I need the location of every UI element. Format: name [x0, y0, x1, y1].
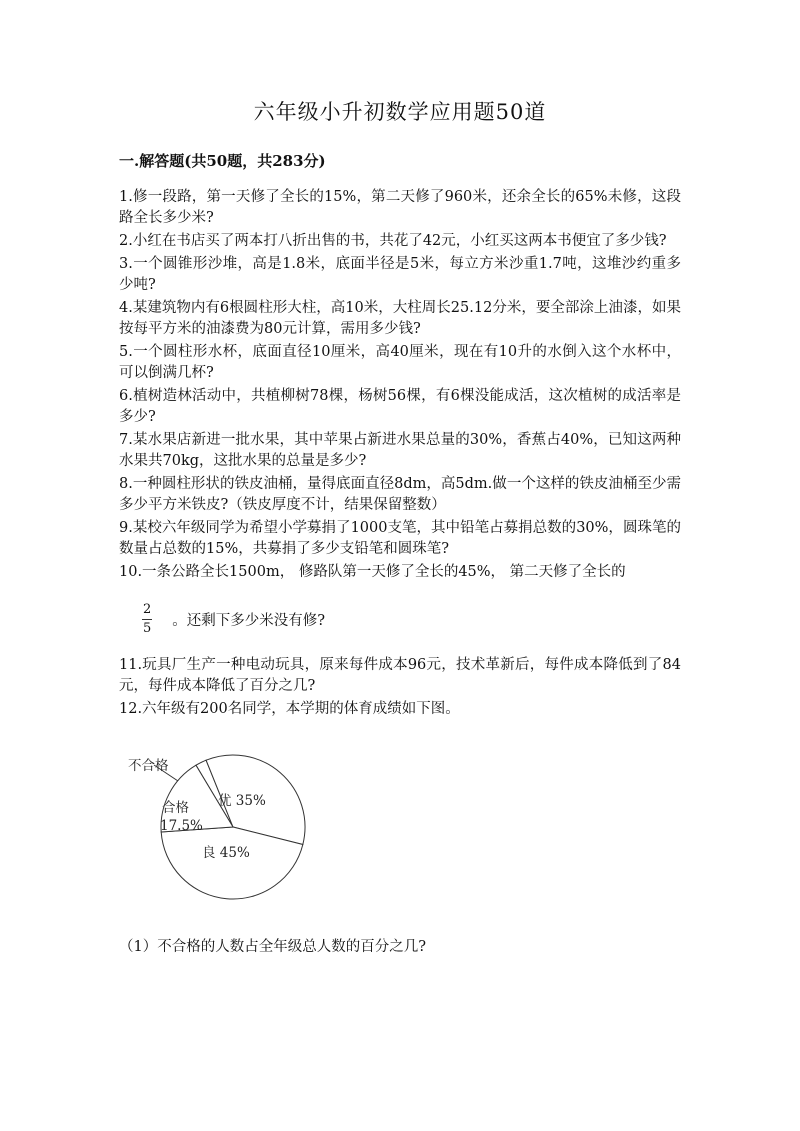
pie-chart	[128, 752, 308, 906]
fraction-bar	[142, 619, 152, 620]
question-1: 1.修一段路，第一天修了全长的15%，第二天修了960米，还余全长的65%未修，这段路全长多少米?	[119, 189, 681, 226]
question-5: 5.一个圆柱形水杯，底面直径10厘米，高40厘米，现在有10升的水倒入这个水杯中，可以倒满几杯?	[119, 344, 681, 381]
question-7: 7.某水果店新进一批水果，其中苹果占新进水果总量的30%，香蕉占40%，已知这两种水果共70kg，这批水果的总量是多少?	[119, 432, 681, 469]
question-2: 2.小红在书店买了两本打八折出售的书，共花了42元，小红买这两本书便宜了多少钱?	[119, 233, 667, 249]
pie-chart-svg	[128, 752, 308, 902]
fraction	[142, 603, 152, 636]
label-qualified: 合格	[162, 800, 189, 816]
label-unqualified: 不合格	[128, 758, 169, 774]
question-10-fraction-line	[142, 603, 325, 636]
section-heading: 一.解答题(共50题，共283分)	[119, 152, 326, 170]
question-4: 4.某建筑物内有6根圆柱形大柱，高10米，大柱周长25.12分米，要全部涂上油漆，如果按每平方米的油漆费为80元计算，需用多少钱?	[119, 300, 681, 337]
question-9: 9.某校六年级同学为希望小学募捐了1000支笔，其中铅笔占募捐总数的30%，圆珠笔的数量占总数的15%，共募捐了多少支铅笔和圆珠笔?	[119, 520, 681, 557]
question-12: 12.六年级有200名同学，本学期的体育成绩如下图。	[119, 701, 460, 717]
page-title: 六年级小升初数学应用题50道	[253, 100, 547, 124]
fraction-denominator: 5	[143, 621, 152, 636]
question-list	[119, 187, 681, 583]
fraction-numerator: 2	[143, 602, 152, 617]
question-10: 10.一条公路全长1500m， 修路队第一天修了全长的45%， 第二天修了全长的	[119, 564, 626, 580]
question-8: 8.一种圆柱形状的铁皮油桶，量得底面直径8dm，高5dm.做一个这样的铁皮油桶至少需多少平方米铁皮?（铁皮厚度不计，结果保留整数）	[119, 476, 681, 513]
label-excellent: 优 35%	[218, 793, 266, 809]
label-good: 良 45%	[202, 845, 250, 861]
sub-question-1: （1）不合格的人数占全年级总人数的百分之几?	[119, 939, 426, 955]
question-10-tail: 。还剩下多少米没有修?	[172, 613, 326, 629]
label-qualified-percent: 17.5%	[160, 818, 203, 834]
question-list-continued	[119, 655, 681, 722]
question-3: 3.一个圆锥形沙堆，高是1.8米，底面半径是5米，每立方米沙重1.7吨，这堆沙约重多少吨?	[119, 256, 681, 293]
question-11: 11.玩具厂生产一种电动玩具，原来每件成本96元，技术革新后，每件成本降低到了84元，每件成本降低了百分之几?	[119, 657, 681, 694]
question-6: 6.植树造林活动中，共植柳树78棵，杨树56棵，有6棵没能成活，这次植树的成活率是多少?	[119, 388, 681, 425]
